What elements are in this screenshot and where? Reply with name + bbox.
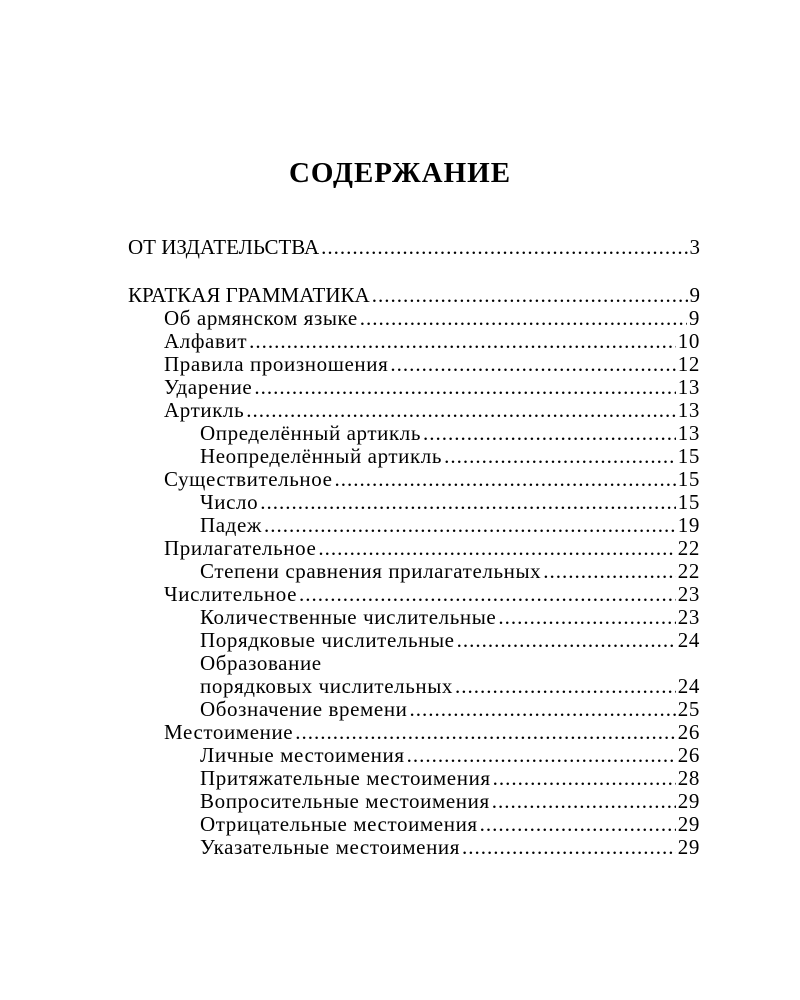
toc-entry-page: 29 bbox=[677, 835, 700, 859]
page-title: СОДЕРЖАНИЕ bbox=[288, 157, 512, 189]
toc-entry[interactable] bbox=[200, 444, 700, 468]
leader-dots bbox=[493, 766, 676, 790]
toc-entry[interactable] bbox=[200, 421, 700, 445]
leader-dots bbox=[260, 490, 676, 514]
toc-entry-label: Указательные местоимения bbox=[200, 835, 461, 859]
toc-entry[interactable] bbox=[200, 697, 700, 721]
toc-entry-label: Местоимение bbox=[164, 720, 294, 744]
toc-entry[interactable] bbox=[200, 605, 700, 629]
toc-entry-label: Отрицательные местоимения bbox=[200, 812, 478, 836]
toc-entry[interactable] bbox=[200, 766, 700, 790]
toc-entry-label: Прилагательное bbox=[164, 536, 317, 560]
toc-entry[interactable] bbox=[200, 835, 700, 859]
toc-entry-label: Личные местоимения bbox=[200, 743, 405, 767]
toc-entry-label: КРАТКАЯ ГРАММАТИКА bbox=[128, 283, 370, 307]
toc-entry[interactable] bbox=[164, 582, 700, 606]
toc-entry[interactable] bbox=[200, 743, 700, 767]
toc-entry-label: Степени сравнения прилагательных bbox=[200, 559, 542, 583]
toc-entry-page: 9 bbox=[688, 306, 700, 330]
leader-dots bbox=[299, 582, 676, 606]
toc-entry-page: 13 bbox=[677, 375, 700, 399]
toc-entry-page: 15 bbox=[677, 444, 700, 468]
leader-dots bbox=[423, 421, 676, 445]
toc-entry-page: 15 bbox=[677, 490, 700, 514]
toc-entry[interactable] bbox=[128, 283, 700, 307]
toc-entry-label: Образование bbox=[200, 651, 322, 675]
leader-dots bbox=[264, 513, 676, 537]
toc-entry-label: Количественные числительные bbox=[200, 605, 497, 629]
leader-dots bbox=[410, 697, 676, 721]
toc-entry[interactable] bbox=[164, 352, 700, 376]
toc-entry-page: 3 bbox=[689, 235, 700, 259]
leader-dots bbox=[360, 306, 687, 330]
toc-entry-page: 12 bbox=[677, 352, 700, 376]
leader-dots bbox=[390, 352, 675, 376]
toc-entry[interactable] bbox=[200, 559, 700, 583]
leader-dots bbox=[444, 444, 676, 468]
toc-entry-label: Число bbox=[200, 490, 259, 514]
leader-dots bbox=[246, 398, 676, 422]
toc-entry-page: 24 bbox=[677, 674, 700, 698]
toc-entry[interactable] bbox=[200, 789, 700, 813]
toc-entry[interactable] bbox=[200, 628, 700, 652]
toc-entry-label: Порядковые числительные bbox=[200, 628, 455, 652]
toc-entry-label: Притяжательные местоимения bbox=[200, 766, 491, 790]
toc-entry-page: 26 bbox=[677, 720, 700, 744]
toc-entry[interactable] bbox=[200, 674, 700, 698]
toc-entry[interactable] bbox=[164, 329, 700, 353]
leader-dots bbox=[543, 559, 676, 583]
toc-entry[interactable] bbox=[200, 490, 700, 514]
toc-entry-page: 28 bbox=[677, 766, 700, 790]
leader-dots bbox=[335, 467, 676, 491]
toc-entry-page: 13 bbox=[677, 398, 700, 422]
toc-entry-page: 10 bbox=[677, 329, 700, 353]
toc-entry[interactable] bbox=[164, 375, 700, 399]
toc-entry-label: порядковых числительных bbox=[200, 674, 454, 698]
toc-entry-label: Об армянском языке bbox=[164, 306, 358, 330]
toc-entry-page: 9 bbox=[689, 283, 700, 307]
leader-dots bbox=[455, 674, 676, 698]
toc-entry-page: 23 bbox=[677, 582, 700, 606]
leader-dots bbox=[372, 283, 688, 307]
toc-entry-page: 26 bbox=[677, 743, 700, 767]
toc-entry[interactable] bbox=[164, 536, 700, 560]
toc-entry-label: Вопросительные местоимения bbox=[200, 789, 490, 813]
toc-entry-page: 23 bbox=[677, 605, 700, 629]
toc-entry-label: Обозначение времени bbox=[200, 697, 408, 721]
toc-entry[interactable] bbox=[164, 720, 700, 744]
toc-entry-page: 29 bbox=[677, 789, 700, 813]
toc-entry-label: Алфавит bbox=[164, 329, 248, 353]
toc-entry[interactable] bbox=[200, 812, 700, 836]
toc-entry[interactable] bbox=[164, 467, 700, 491]
leader-dots bbox=[498, 605, 675, 629]
leader-dots bbox=[492, 789, 676, 813]
toc-entry[interactable] bbox=[200, 651, 700, 675]
toc-entry-label: Определённый артикль bbox=[200, 421, 422, 445]
toc-entry-label: Артикль bbox=[164, 398, 245, 422]
toc-entry[interactable] bbox=[164, 306, 700, 330]
leader-dots bbox=[457, 628, 676, 652]
leader-dots bbox=[480, 812, 676, 836]
toc-entry-label: Ударение bbox=[164, 375, 253, 399]
toc-entry-label: ОТ ИЗДАТЕЛЬСТВА bbox=[128, 235, 320, 259]
leader-dots bbox=[462, 835, 676, 859]
leader-dots bbox=[321, 235, 687, 259]
toc-entry-label: Существительное bbox=[164, 467, 333, 491]
toc-entry-page: 19 bbox=[677, 513, 700, 537]
leader-dots bbox=[254, 375, 675, 399]
toc-entry-page: 22 bbox=[677, 536, 700, 560]
toc-entry-page: 13 bbox=[677, 421, 700, 445]
toc-entry-page: 29 bbox=[677, 812, 700, 836]
toc-entry-label: Падеж bbox=[200, 513, 263, 537]
leader-dots bbox=[318, 536, 675, 560]
toc-entry-page: 22 bbox=[677, 559, 700, 583]
toc-entry-page: 24 bbox=[677, 628, 700, 652]
toc-entry-label: Правила произношения bbox=[164, 352, 389, 376]
toc-entry[interactable] bbox=[164, 398, 700, 422]
toc-entry[interactable] bbox=[128, 235, 700, 259]
toc-entry-page: 25 bbox=[677, 697, 700, 721]
toc-entry-label: Неопределённый артикль bbox=[200, 444, 443, 468]
toc-entry-label: Числительное bbox=[164, 582, 297, 606]
leader-dots bbox=[249, 329, 676, 353]
toc-entry-page: 15 bbox=[677, 467, 700, 491]
leader-dots bbox=[407, 743, 676, 767]
toc-entry[interactable] bbox=[200, 513, 700, 537]
leader-dots bbox=[295, 720, 676, 744]
